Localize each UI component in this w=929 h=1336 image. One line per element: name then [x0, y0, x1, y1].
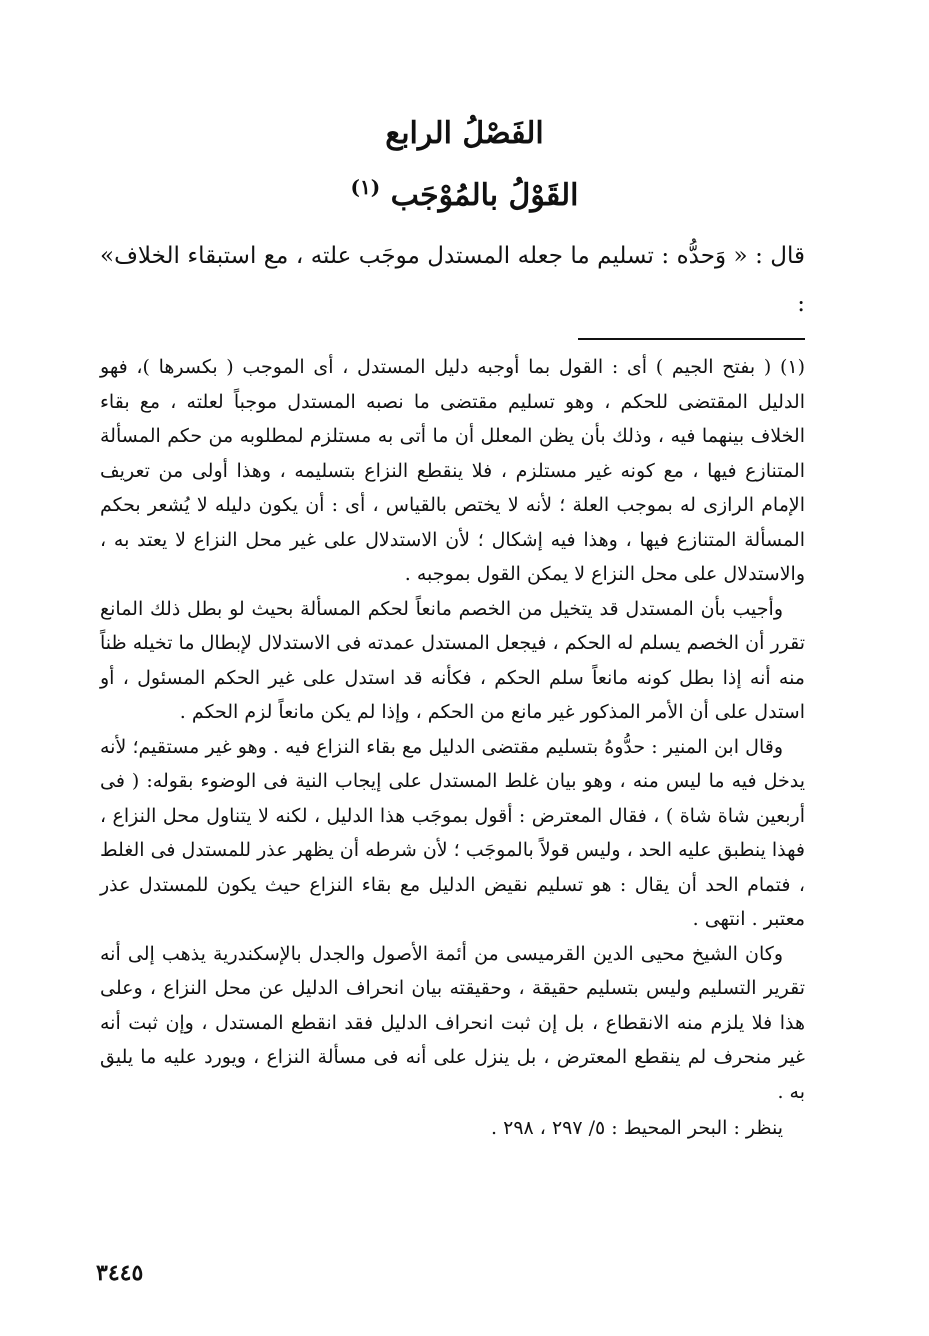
footnote-paragraph-3: وقال ابن المنير : حدُّوهُ بتسليم مقتضى الدليل مع بقاء النزاع فيه . وهو غير مستقيم؛ لأنه يدخل فيه ما ليس منه ، وهو بيان غلط المستدل على إيجاب النية فى الوضوء بقوله: ( فى أربعين شاة شاة ) ، فقال المعترض : أقول بموجَب هذا الدليل ، لكنه لا يتناول محل النزاع ، فهذا ينطبق عليه الحد ، وليس قولاً بالموجَب ؛ لأن شرطه أن يظهر عذر للمستدل فى الغلط ، فتمام الحد أن يقال : هو تسليم نقيض الدليل مع بقاء النزاع حيث يكون للمستدل عذر معتبر . انتهى . — [100, 735, 805, 930]
page-number: ٣٤٤٥ — [96, 1260, 144, 1286]
footnote-reference: ينظر : البحر المحيط : ٥/ ٢٩٧ ، ٢٩٨ . — [491, 1117, 783, 1139]
footnotes — [100, 350, 805, 1146]
chapter-title-text: الفَصْلُ الرابع — [385, 116, 544, 151]
footnote-paragraph-2: وأجيب بأن المستدل قد يتخيل من الخصم مانعاً لحكم المسألة بحيث لو بطل ذلك المانع تقرر أن الخصم يسلم له الحكم ، فيجعل المستدل عمدته فى الاستدلال لإبطال ما تخيله ظناً منه أنه إذا بطل كونه مانعاً سلم الحكم ، فكأنه قد استدل على غير الحكم المسئول ، أو استدل على أن الأمر المذكور غير مانع من الحكم ، وإذا لم يكن مانعاً لزم الحكم . — [100, 597, 805, 723]
main-text: قال : « وَحدُّه : تسليم ما جعله المستدل موجَب علته ، مع استبقاء الخلاف» : — [100, 243, 805, 317]
footnote-paragraph-4: وكان الشيخ محيى الدين القرميسى من أئمة الأصول والجدل بالإسكندرية يذهب إلى أنه تقرير التسليم وليس بتسليم حقيقة ، وحقيقته بيان انحراف الدليل عن محل النزاع ، وعلى هذا فلا يلزم منه الانقطاع ، بل إن ثبت انحراف الدليل فقد انقطع المستدل ، وإن ثبت أنه غير منحرف لم ينقطع المعترض ، بل ينزل على أنه فى مسألة النزاع ، ويورد عليه ما يليق به . — [100, 942, 805, 1103]
chapter-title — [0, 112, 929, 156]
section-footnote-marker: (١) — [350, 175, 381, 199]
footnote-divider — [578, 338, 805, 340]
footnote-paragraph-1: (١) ( بفتح الجيم ) أى : القول بما أوجبه دليل المستدل ، أى الموجب ( بكسرها )، فهو الدليل المقتضى للحكم ، وهو تسليم مقتضى ما نصبه المستدل موجباً لعلته ، مع بقاء الخلاف بينهما فيه ، وذلك بأن يظن المعلل أن ما أتى به مستلزم لمطلوبه من حكم المسألة المتنازع فيها ، مع كونه غير مستلزم ، فلا ينقطع النزاع بتسليمه ، وهذا أولى من تعريف الإمام الرازى له بموجب العلة ؛ لأنه لا يختص بالقياس ، أى : أن يكون دليله لا يُشعر بحكم المسألة المتنازع فيها ، وهذا فيه إشكال ؛ لأن الاستدلال على غير محل النزاع لا يعتد به ، والاستدلال على محل النزاع لا يمكن القول بموجبه . — [100, 356, 805, 585]
section-title — [0, 165, 929, 218]
section-title-text: القَوْلُ بالمُوْجَب — [390, 178, 579, 213]
